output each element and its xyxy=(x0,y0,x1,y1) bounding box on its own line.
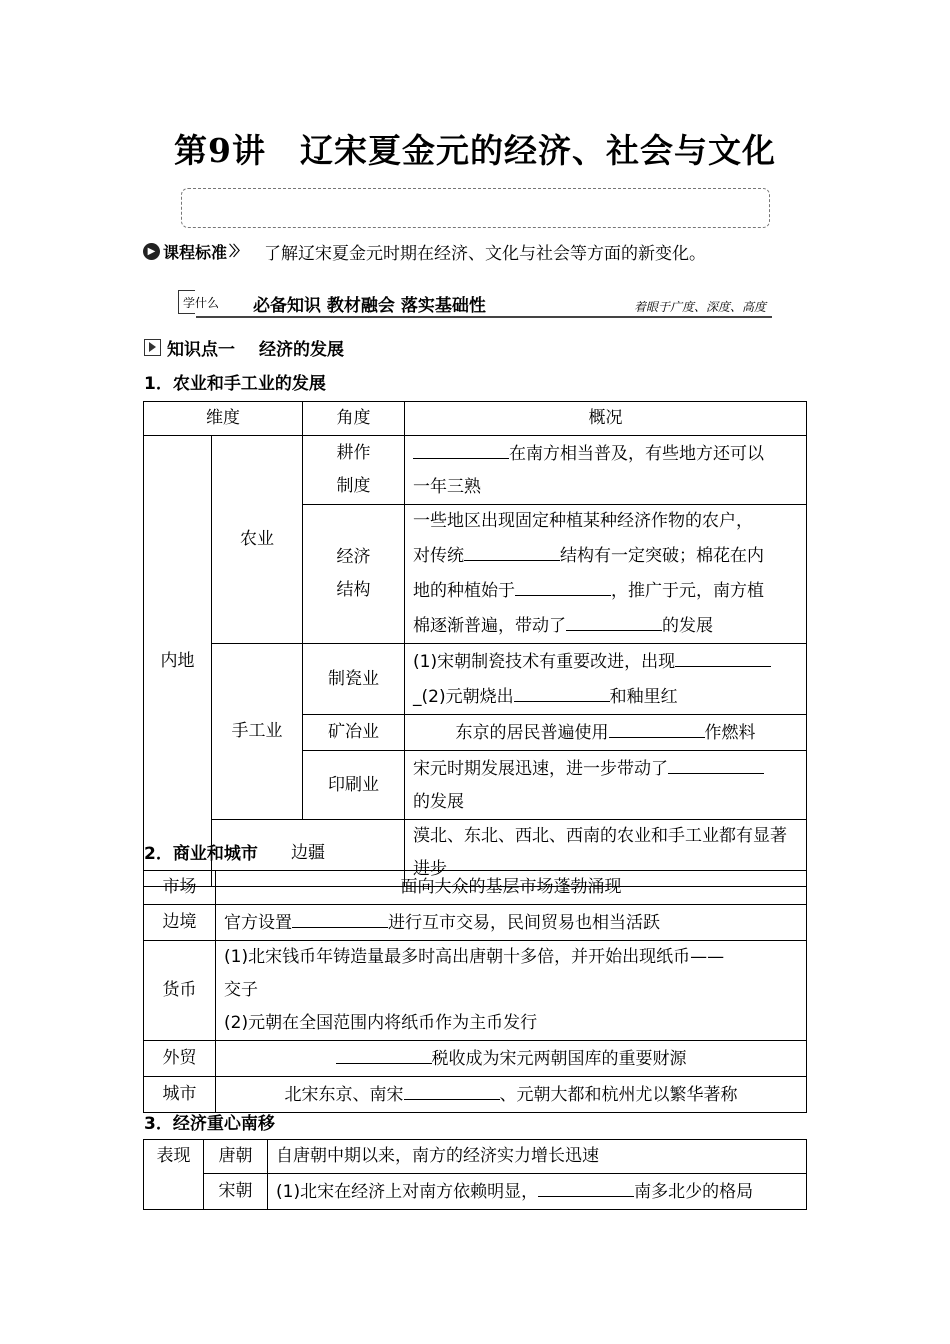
text: 的发展 xyxy=(413,792,464,812)
course-standard-badge xyxy=(143,240,244,263)
text: 东京的居民普遍使用 xyxy=(455,723,609,743)
table-row xyxy=(144,1174,807,1210)
section-banner xyxy=(178,288,772,318)
fill-blank[interactable] xyxy=(675,644,771,667)
banner-title: 必备知识 教材融会 落实基础性 xyxy=(253,296,486,316)
fill-blank[interactable] xyxy=(292,905,388,928)
cell-cities-text xyxy=(216,1077,807,1113)
cell-performance: 表现 xyxy=(144,1140,204,1210)
structure-label-1: 经济 xyxy=(336,547,371,567)
cell-tang: 唐朝 xyxy=(204,1140,268,1174)
cell-neidi: 内地 xyxy=(144,436,212,887)
cell-currency-text xyxy=(216,941,807,1041)
cell-economic-structure xyxy=(303,505,405,644)
text: 结构有一定突破；棉花在内 xyxy=(560,546,764,566)
text: 北宋东京、南宋 xyxy=(284,1085,404,1105)
table-commerce-cities xyxy=(143,870,807,1113)
table-row xyxy=(144,1140,807,1174)
cell-porcelain-text xyxy=(405,644,807,715)
cell-market-text: 面向大众的基层市场蓬勃涌现 xyxy=(216,871,807,905)
fill-blank[interactable] xyxy=(668,751,764,774)
header-angle: 角度 xyxy=(303,402,405,436)
cell-border-text xyxy=(216,905,807,941)
logo xyxy=(178,290,233,316)
cell-border: 边境 xyxy=(144,905,216,941)
text: (2)元朝烧出 xyxy=(421,687,514,707)
dashed-box xyxy=(181,188,770,228)
play-icon: ▶ xyxy=(143,243,160,260)
text: 和釉里红 xyxy=(609,687,678,707)
cell-printing: 印刷业 xyxy=(303,751,405,820)
text: 对传统 xyxy=(413,546,464,566)
text: 宋元时期发展迅速，进一步带动了 xyxy=(413,759,668,779)
cell-mining-text xyxy=(405,715,807,751)
cell-frontier-text: 漠北、东北、西北、西南的农业和手工业都有显著进步 xyxy=(405,820,807,887)
fill-blank[interactable] xyxy=(464,538,560,561)
text: 官方设置 xyxy=(224,913,292,933)
fill-blank[interactable] xyxy=(538,1174,634,1197)
text: 、元朝大都和杭州尤以繁华著称 xyxy=(499,1085,738,1105)
table-row xyxy=(144,871,807,905)
text: 南多北少的格局 xyxy=(634,1182,754,1202)
table-row xyxy=(144,436,807,505)
header-overview: 概况 xyxy=(405,402,807,436)
text: ，推广于元，南方植 xyxy=(611,581,764,601)
table-row xyxy=(144,941,807,1041)
fill-blank[interactable] xyxy=(336,1041,432,1064)
fill-blank[interactable] xyxy=(514,679,610,702)
header-dimension: 维度 xyxy=(144,402,303,436)
text: (2)元朝在全国范围内将纸币作为主币发行 xyxy=(224,1013,538,1033)
text: 交子 xyxy=(224,980,258,1000)
text: 一年三熟 xyxy=(413,477,481,497)
fill-blank[interactable] xyxy=(515,573,611,596)
fill-blank[interactable] xyxy=(566,608,662,631)
table-row xyxy=(144,402,807,436)
cell-foreign-trade-text xyxy=(216,1041,807,1077)
course-standard-label: 课程标准 xyxy=(163,242,228,262)
fill-blank[interactable] xyxy=(609,715,705,738)
text: 税收成为宋元两朝国库的重要财源 xyxy=(431,1049,687,1069)
text: 在南方相当普及，有些地方还可以 xyxy=(509,444,764,464)
section-heading-2: 2．商业和城市 xyxy=(144,844,258,864)
text: 的发展 xyxy=(662,616,713,636)
fill-blank[interactable] xyxy=(413,436,509,459)
farming-label-2: 制度 xyxy=(336,476,371,496)
play-square-icon xyxy=(144,339,161,356)
text: 作燃料 xyxy=(704,723,756,743)
text: 棉逐渐普遍，带动了 xyxy=(413,616,566,636)
section-heading-3: 3．经济重心南移 xyxy=(144,1114,275,1134)
knowledge-point-heading xyxy=(144,335,344,360)
table-economic-shift xyxy=(143,1139,807,1210)
fill-blank[interactable] xyxy=(404,1077,500,1100)
table-row xyxy=(144,1077,807,1113)
page-title: 第9讲 辽宋夏金元的经济、社会与文化 xyxy=(174,131,776,170)
course-standard-text: 了解辽宋夏金元时期在经济、文化与社会等方面的新变化。 xyxy=(264,243,707,264)
cell-song: 宋朝 xyxy=(204,1174,268,1210)
cell-farming-text xyxy=(405,436,807,505)
table-row xyxy=(144,644,807,715)
banner-underline xyxy=(196,316,772,318)
cell-foreign-trade: 外贸 xyxy=(144,1041,216,1077)
cell-porcelain: 制瓷业 xyxy=(303,644,405,715)
text: 一些地区出现固定种植某种经济作物的农户， xyxy=(413,511,753,531)
logo-text: 学什么 xyxy=(183,296,220,310)
text: _ xyxy=(413,687,422,707)
cell-frontier: 边疆 xyxy=(212,820,405,887)
section-heading-1: 1．农业和手工业的发展 xyxy=(144,374,326,394)
cell-cities: 城市 xyxy=(144,1077,216,1113)
table-agriculture-handicraft xyxy=(143,401,807,887)
course-standard xyxy=(143,238,706,264)
cell-song-text xyxy=(268,1174,807,1210)
structure-label-2: 结构 xyxy=(336,580,371,600)
text: (1)北宋钱币年铸造量最多时高出唐朝十多倍，并开始出现纸币—— xyxy=(224,947,725,967)
cell-mining: 矿冶业 xyxy=(303,715,405,751)
text: 地的种植始于 xyxy=(413,581,515,601)
cell-farming-system xyxy=(303,436,405,505)
cell-tang-text: 自唐朝中期以来，南方的经济实力增长迅速 xyxy=(268,1140,807,1174)
double-chevron-icon: 〉〉 xyxy=(229,244,245,260)
text: (1)北宋在经济上对南方依赖明显， xyxy=(276,1182,539,1202)
knowledge-point-label: 知识点一 xyxy=(167,340,235,360)
cell-structure-text xyxy=(405,505,807,644)
knowledge-point-title: 经济的发展 xyxy=(259,340,344,360)
farming-label-1: 耕作 xyxy=(336,443,371,463)
cell-agriculture: 农业 xyxy=(212,436,303,644)
cell-market: 市场 xyxy=(144,871,216,905)
cell-printing-text xyxy=(405,751,807,820)
banner-subtitle: 着眼于广度、深度、高度 xyxy=(633,300,766,314)
cell-handicraft: 手工业 xyxy=(212,644,303,820)
text: (1)宋朝制瓷技术有重要改进，出现 xyxy=(413,652,676,672)
cell-currency: 货币 xyxy=(144,941,216,1041)
text: 进行互市交易，民间贸易也相当活跃 xyxy=(388,913,660,933)
table-row xyxy=(144,1041,807,1077)
table-row xyxy=(144,905,807,941)
